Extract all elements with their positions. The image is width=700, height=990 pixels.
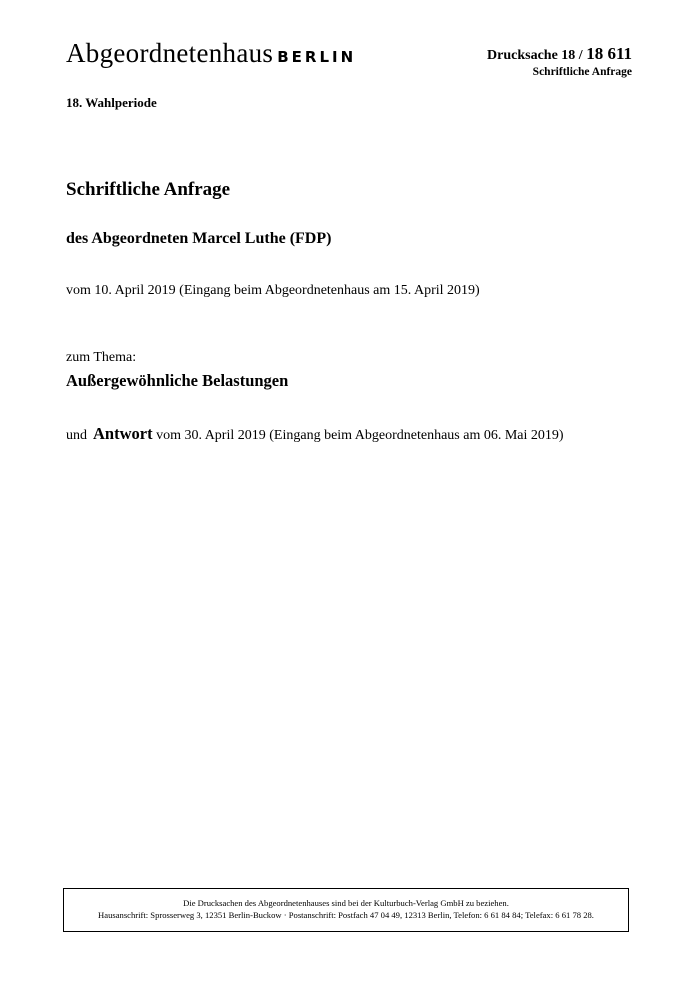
answer-prefix: und (66, 428, 87, 443)
inquiry-author: des Abgeordneten Marcel Luthe (FDP) (66, 230, 332, 247)
document-number-value: 18 611 (586, 44, 632, 63)
logo-name: Abgeordnetenhaus (66, 38, 274, 68)
topic-label: zum Thema: (66, 350, 137, 365)
parliament-logo (66, 38, 356, 69)
document-type: Schriftliche Anfrage (532, 66, 632, 78)
document-number (487, 44, 632, 64)
legislative-period: 18. Wahlperiode (66, 95, 157, 110)
inquiry-dates: vom 10. April 2019 (Eingang beim Abgeordnetenhaus am 15. April 2019) (66, 283, 480, 298)
answer-dates: vom 30. April 2019 (Eingang beim Abgeordnetenhaus am 06. Mai 2019) (152, 428, 564, 443)
logo-city: BERLIN (277, 48, 357, 66)
footer-line-distribution: Die Drucksachen des Abgeordnetenhauses sind bei der Kulturbuch-Verlag GmbH zu beziehen. (183, 898, 509, 908)
page-title: Schriftliche Anfrage (66, 179, 231, 200)
answer-keyword: Antwort (93, 424, 153, 443)
footer-line-address: Hausanschrift: Sprosserweg 3, 12351 Berlin-Buckow · Postanschrift: Postfach 47 04 49, 12313 Berlin, Telefon: 6 61 84 84; Telefax: 6 61 78 28. (98, 910, 594, 920)
topic-title: Außergewöhnliche Belastungen (66, 371, 289, 390)
footer-box (63, 888, 629, 932)
document-number-prefix: Drucksache 18 / (487, 48, 583, 63)
answer-line (66, 424, 564, 444)
